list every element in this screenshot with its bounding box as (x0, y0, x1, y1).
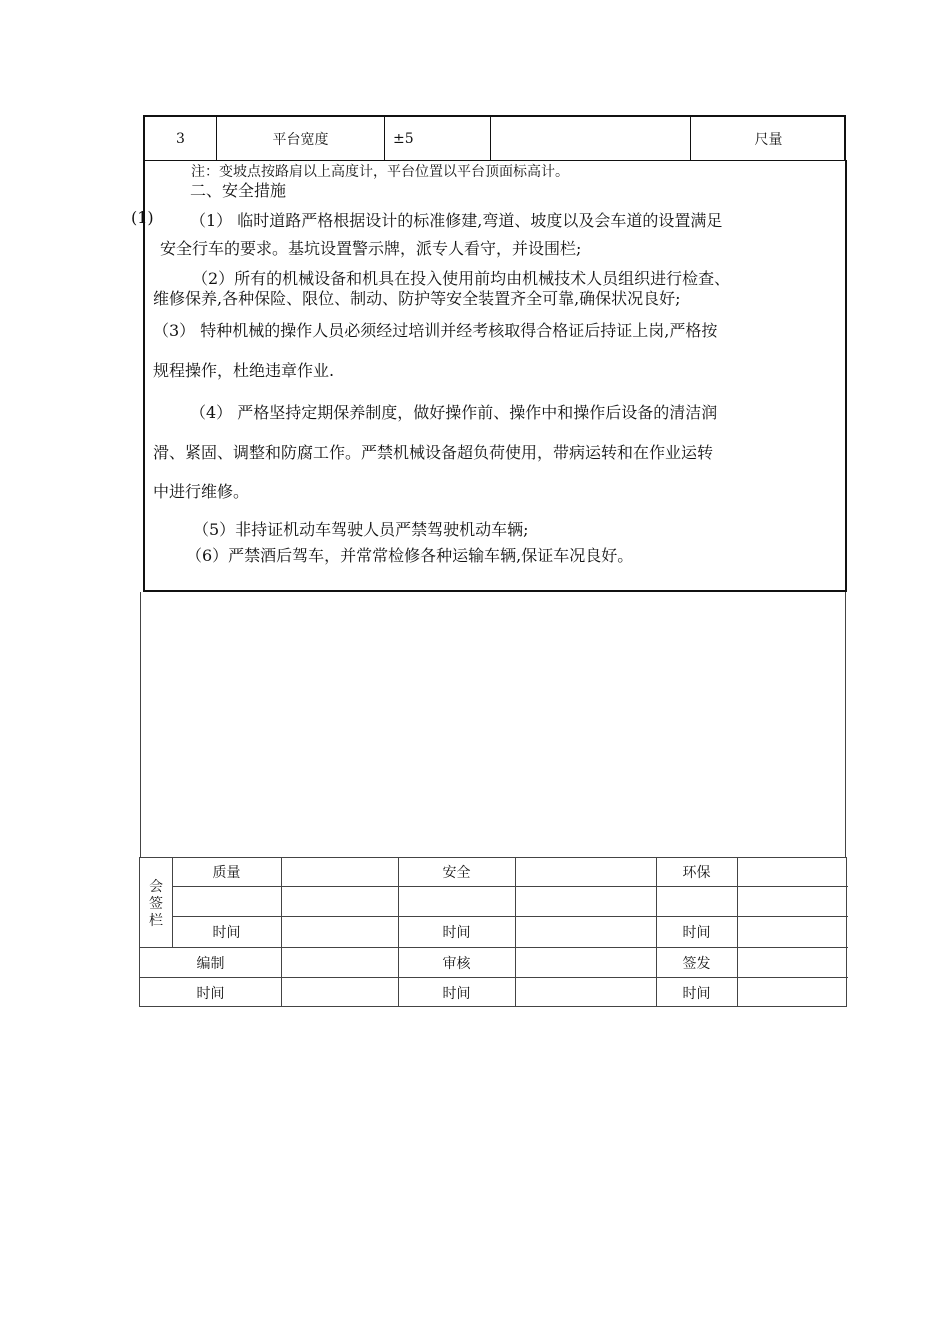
safety-label: 安全 (442, 865, 471, 881)
row-blank (491, 117, 691, 160)
environment-label: 环保 (682, 865, 711, 881)
measure-2-line-1: （2）所有的机械设备和机具在投入使用前均由机械技术人员组织进行检查、 (192, 269, 731, 288)
quality-time-label: 时间 (212, 925, 241, 941)
measure-2-line-2: 维修保养,各种保险、限位、制动、防护等安全装置齐全可靠,确保状况良好; (153, 289, 681, 308)
measure-4-line-3: 中进行维修。 (153, 482, 250, 501)
environment-time-label: 时间 (682, 925, 711, 941)
signoff-table (139, 857, 847, 1007)
measure-6: （6）严禁酒后驾车，并常常检修各种运输车辆,保证车况良好。 (186, 546, 634, 565)
row-item: 平台宽度 (217, 117, 385, 160)
measure-5: （5）非持证机动车驾驶人员严禁驾驶机动车辆; (193, 520, 529, 539)
measure-1-line-2: 安全行车的要求。基坑设置警示牌，派专人看守，并设围栏; (160, 239, 582, 258)
section-title: 二、安全措施 (190, 181, 287, 200)
measure-3-line-1: （3） 特种机械的操作人员必须经过培训并经考核取得合格证后持证上岗,严格按 (153, 321, 718, 340)
table-note: 注：变坡点按路肩以上高度计，平台位置以平台顶面标高计。 (191, 164, 569, 180)
stray-mark: (1) (131, 208, 154, 227)
measure-4-line-1: （4） 严格坚持定期保养制度，做好操作前、操作中和操作后设备的清洁润 (190, 403, 718, 422)
compile-label: 编制 (196, 955, 225, 972)
row-tolerance: ±5 (385, 117, 491, 160)
review-time-label: 时间 (442, 985, 471, 1002)
measure-1-line-1: （1） 临时道路严格根据设计的标准修建,弯道、坡度以及会车道的设置满足 (190, 211, 723, 230)
row-method: 尺量 (754, 131, 783, 148)
top-table-row (143, 115, 846, 161)
safety-time-label: 时间 (442, 925, 471, 941)
compile-time-label: 时间 (196, 985, 225, 1002)
review-label: 审核 (442, 955, 471, 972)
signoff-side-label: 会 签 栏 (149, 878, 163, 929)
measure-3-line-2: 规程操作，杜绝违章作业. (153, 361, 335, 380)
issue-label: 签发 (682, 955, 711, 972)
measure-4-line-2: 滑、紧固、调整和防腐工作。严禁机械设备超负荷使用，带病运转和在作业运转 (153, 443, 714, 462)
empty-area (140, 592, 846, 858)
row-number: 3 (145, 117, 217, 160)
issue-time-label: 时间 (682, 985, 711, 1002)
quality-label: 质量 (212, 865, 241, 881)
